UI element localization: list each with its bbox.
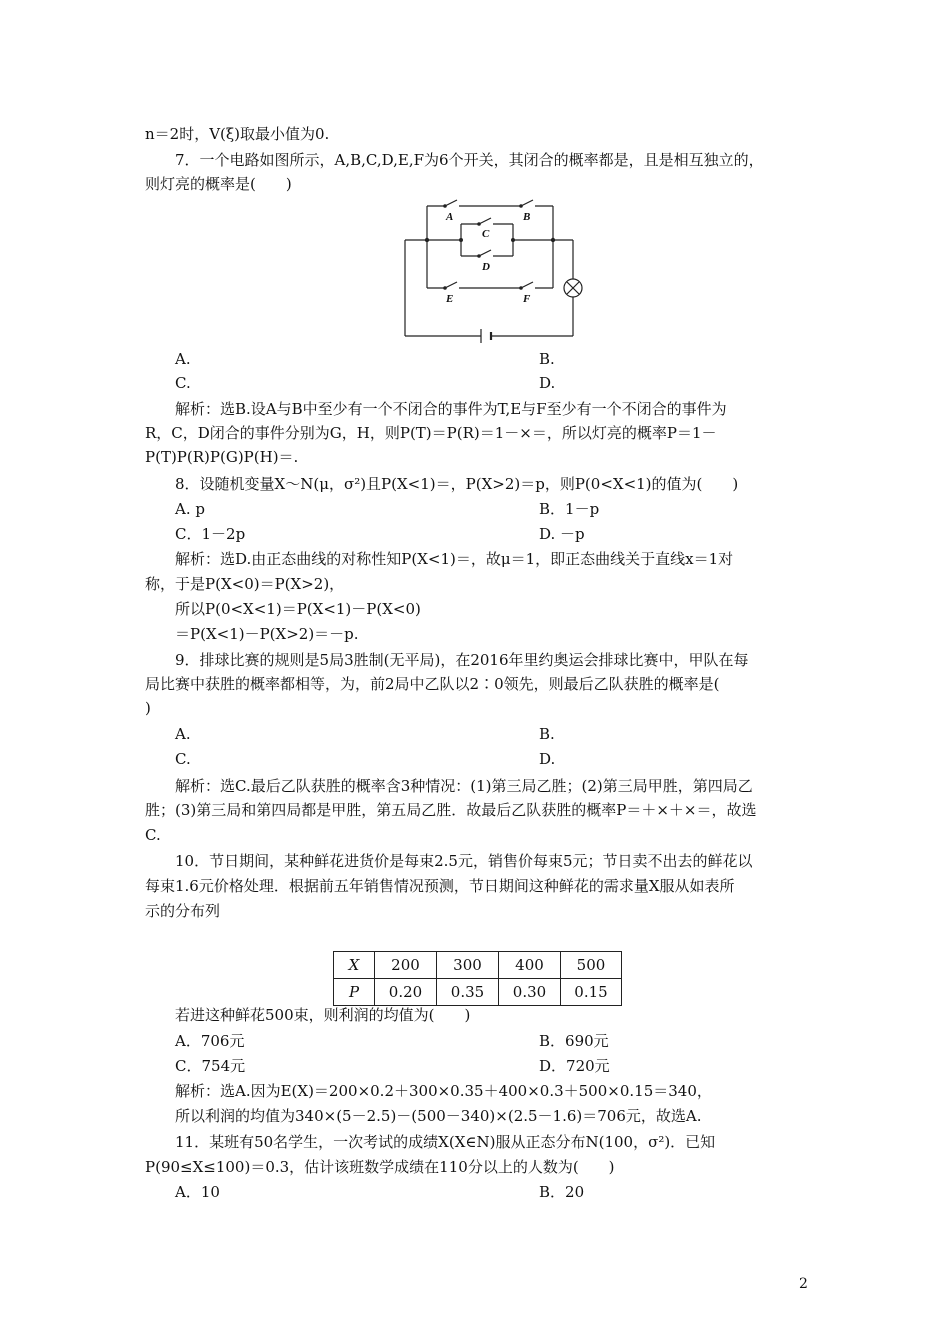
q9-solution-line1: 解析：选C.最后乙队获胜的概率含3种情况：(1)第三局乙胜；(2)第三局甲胜，第四局乙: [175, 777, 753, 795]
q9-solution-line3: C.: [145, 826, 161, 844]
q8-solution-line1: 解析：选D.由正态曲线的对称性知P(X<1)＝，故μ＝1，即正态曲线关于直线x＝1对: [175, 550, 734, 568]
switch-label-d: D: [482, 261, 490, 273]
q11-stem-line1: 11．某班有50名学生，一次考试的成绩X(X∈N)服从正态分布N(100，σ²)．已知: [175, 1133, 716, 1151]
q10-solution-line1: 解析：选A.因为E(X)＝200×0.2＋300×0.35＋400×0.3＋500×0.15＝340，: [175, 1082, 712, 1100]
q8-option-b: B．1－p: [539, 500, 600, 518]
q7-option-a: A.: [175, 350, 191, 368]
q9-option-a: A.: [175, 725, 191, 743]
q9-stem-line1: 9．排球比赛的规则是5局3胜制(无平局)，在2016年里约奥运会排球比赛中，甲队在每: [175, 651, 749, 669]
q7-solution-line3: P(T)P(R)P(G)P(H)＝.: [145, 448, 299, 466]
q10-option-b: B．690元: [539, 1032, 609, 1050]
q8-solution-line4: ＝P(X<1)－P(X>2)＝－p.: [175, 625, 359, 643]
switch-label-b: B: [523, 211, 531, 223]
table-row: [334, 979, 622, 1006]
q8-option-c: C．1－2p: [175, 525, 246, 543]
table-cell: 500: [561, 952, 622, 979]
switch-label-f: F: [523, 293, 531, 305]
q9-option-d: D.: [539, 750, 556, 768]
table-cell: 0.30: [499, 979, 561, 1006]
switch-label-e: E: [446, 293, 454, 305]
table-cell: 0.15: [561, 979, 622, 1006]
q10-option-a: A．706元: [175, 1032, 245, 1050]
page-number: 2: [799, 1276, 808, 1292]
table-cell: 0.20: [375, 979, 437, 1006]
q10-option-c: C．754元: [175, 1057, 246, 1075]
q7-stem-line1: 7．一个电路如图所示，A,B,C,D,E,F为6个开关，其闭合的概率都是，且是相互独立的，: [175, 151, 764, 169]
table-row: [334, 952, 622, 979]
table-cell: P: [334, 979, 375, 1006]
q9-stem-line2: 局比赛中获胜的概率都相等，为，前2局中乙队以2∶0领先，则最后乙队获胜的概率是(: [145, 675, 720, 693]
q10-stem-line1: 10．节日期间，某种鲜花进货价是每束2.5元，销售价每束5元；节日卖不出去的鲜花以: [175, 852, 753, 870]
q8-stem: 8．设随机变量X～N(μ，σ²)且P(X<1)＝，P(X>2)＝p，则P(0<X<1)的值为( ): [175, 475, 739, 493]
table-cell: 300: [437, 952, 499, 979]
q10-stem-line2: 每束1.6元价格处理．根据前五年销售情况预测，节日期间这种鲜花的需求量X服从如表所: [145, 877, 735, 895]
q8-solution-line2: 称，于是P(X<0)＝P(X>2)，: [145, 575, 345, 593]
q8-option-d: D. －p: [539, 525, 585, 543]
q9-option-b: B.: [539, 725, 555, 743]
switch-label-a: A: [446, 211, 454, 223]
q9-stem-line3: ): [145, 699, 151, 717]
q9-option-c: C.: [175, 750, 191, 768]
intro-line: n＝2时，V(ξ)取最小值为0.: [145, 125, 330, 143]
q11-option-a: A．10: [175, 1183, 220, 1201]
circuit-diagram: [395, 196, 585, 346]
q10-solution-line2: 所以利润的均值为340×(5－2.5)－(500－340)×(2.5－1.6)＝706元，故选A.: [175, 1107, 702, 1125]
table-cell: 400: [499, 952, 561, 979]
q7-option-c: C.: [175, 374, 191, 392]
q8-option-a: A. p: [175, 500, 205, 518]
q7-stem-line2: 则灯亮的概率是( ): [145, 175, 292, 193]
q10-question: 若进这种鲜花500束，则利润的均值为( ): [175, 1006, 471, 1024]
table-cell: 200: [375, 952, 437, 979]
q7-solution-line1: 解析：选B.设A与B中至少有一个不闭合的事件为T,E与F至少有一个不闭合的事件为: [175, 400, 727, 418]
q11-stem-line2: P(90≤X≤100)＝0.3，估计该班数学成绩在110分以上的人数为( ): [145, 1158, 615, 1176]
distribution-table: [333, 951, 622, 1006]
table-cell: X: [334, 952, 375, 979]
q8-solution-line3: 所以P(0<X<1)＝P(X<1)－P(X<0): [175, 600, 421, 618]
q9-solution-line2: 胜；(3)第三局和第四局都是甲胜，第五局乙胜．故最后乙队获胜的概率P＝＋×＋×＝，故选: [145, 801, 757, 819]
q10-stem-line3: 示的分布列: [145, 902, 221, 920]
q11-option-b: B．20: [539, 1183, 585, 1201]
q7-solution-line2: R，C，D闭合的事件分别为G，H，则P(T)＝P(R)＝1－×＝，所以灯亮的概率P＝1－: [145, 424, 717, 442]
switch-label-c: C: [482, 228, 490, 240]
q7-option-d: D.: [539, 374, 556, 392]
q7-option-b: B.: [539, 350, 555, 368]
q10-option-d: D．720元: [539, 1057, 610, 1075]
table-cell: 0.35: [437, 979, 499, 1006]
